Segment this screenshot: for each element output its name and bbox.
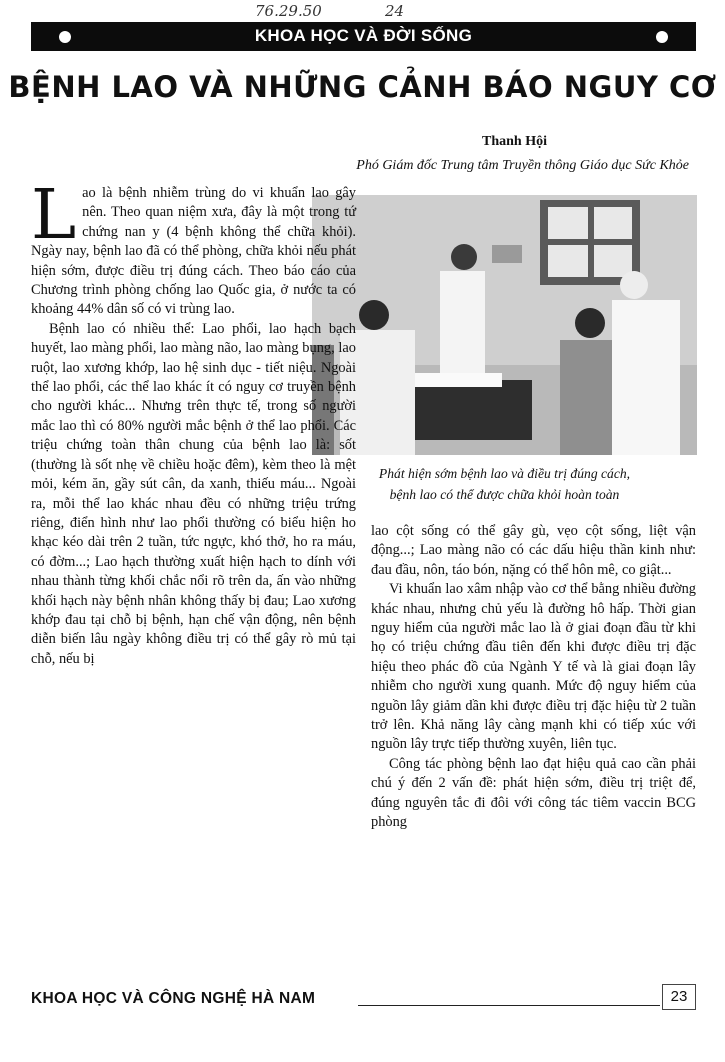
author-name: Thanh Hội [482, 134, 547, 149]
caption-line-1: Phát hiện sớm bệnh lao và điều trị đúng cách, [378, 466, 631, 481]
clinic-scene-image [312, 195, 697, 455]
paragraph: Vi khuẩn lao xâm nhập vào cơ thể bằng nhiều đường khác nhau, nhưng chủ yếu là đường hô hấp. Thời gian nguy hiểm của người mắc lao là ở giai đoạn đầu từ khi họ có triệu chứng đầu tiên đến khi được điều trị đặc hiệu theo phác đồ của Ngành Y tế và là giai đoạn lây nhiễm cho người xung quanh. Mức độ nguy hiểm của nguồn lây giảm dần khi được điều trị đặc hiệu từ 2 tuần trở lên. Khả năng lây càng mạnh khi có tiếp xúc với nguồn lây trực tiếp thường xuyên, liên tục. [371, 581, 696, 753]
paragraph: Công tác phòng bệnh lao đạt hiệu quả cao cần phải chú ý đến 2 vấn đề: phát hiện sớm, điều trị triệt để, đúng nguyên tắc đi đôi với công tác tiêm vaccin BCG phòng [371, 755, 696, 831]
handwritten-note: 76.29.50 [255, 2, 322, 20]
paragraph-intro [31, 176, 356, 320]
section-header-bar [31, 22, 696, 51]
article-title: BỆNH LAO VÀ NHỮNG CẢNH BÁO NGUY CƠ [8, 70, 717, 104]
paragraph: Bệnh lao có nhiều thể: Lao phổi, lao hạch bạch huyết, lao màng phổi, lao màng não, lao màng bụng, lao ruột, lao xương khớp, lao hệ sinh dục - tiết niệu. Ngoài thể lao phổi, các thể lao khác ít có nguy cơ truyền bệnh cho người khác... Nhưng trên thực tế, trong số người mắc lao thì có 80% người mắc bệnh ở thể lao phổi. Các triệu chứng toàn thân chung của bệnh lao là: sốt (thường là sốt nhẹ về chiều hoặc đêm), kèm theo là mệt mỏi, kém ăn, gầy sút cân, da xanh, thiếu máu... Ngoài ra, mỗi thể lao khác nhau đều có những triệu trứng riêng, điển hình như lao phổi thường có biểu hiện ho khạc kéo dài trên 2 tuần, tức ngực, khó thở, ho ra máu, có đờm...; Lao hạch thường xuất hiện hạch to dính với nhau thành từng khối chắc nổi rõ trên da, ấn vào những khối hạch này bệnh nhân không thấy bị đau; Lao xương khớp đau tại chỗ bị bệnh, hạn chế vận động, nên bệnh diễn biến lâu ngày không điều trị có thể gây rò mủ tại chỗ, nếu bị [31, 320, 356, 667]
article-photo [312, 195, 697, 455]
article-column-1 [31, 176, 356, 669]
author-position: Phó Giám đốc Trung tâm Truyền thông Giáo dục Sức Khỏe [356, 158, 689, 173]
footer-rule [358, 1005, 660, 1006]
page-number: 23 [662, 984, 696, 1010]
paragraph-text: ao là bệnh nhiễm trùng do vi khuẩn lao gây nên. Theo quan niệm xưa, đây là một trong tứ chứng nan y (4 bệnh không thể chữa khỏi). Ngày nay, bệnh lao đã có thể phòng, chữa khỏi nếu phát hiện sớm, được điều trị đúng cách. Theo báo cáo của Chương trình phòng chống lao Quốc gia, ở nước ta có khoảng 44% dân số có vi trùng lao. [31, 185, 356, 318]
paragraph: lao cột sống có thể gây gù, vẹo cột sống, liệt vận động...; Lao màng não có các dấu hiệu thần kinh như: đau đầu, nôn, táo bón, nặng có thể hôn mê, co giật... [371, 523, 696, 578]
handwritten-page-note: 24 [385, 2, 405, 20]
publication-name: KHOA HỌC VÀ CÔNG NGHỆ HÀ NAM [31, 990, 316, 1007]
bullet-right-icon [656, 31, 668, 43]
section-title: KHOA HỌC VÀ ĐỜI SỐNG [254, 26, 473, 45]
photo-caption [312, 463, 697, 505]
drop-cap: L [31, 176, 77, 255]
article-column-2 [371, 522, 696, 833]
caption-line-2: bệnh lao có thể được chữa khỏi hoàn toàn [389, 487, 620, 502]
